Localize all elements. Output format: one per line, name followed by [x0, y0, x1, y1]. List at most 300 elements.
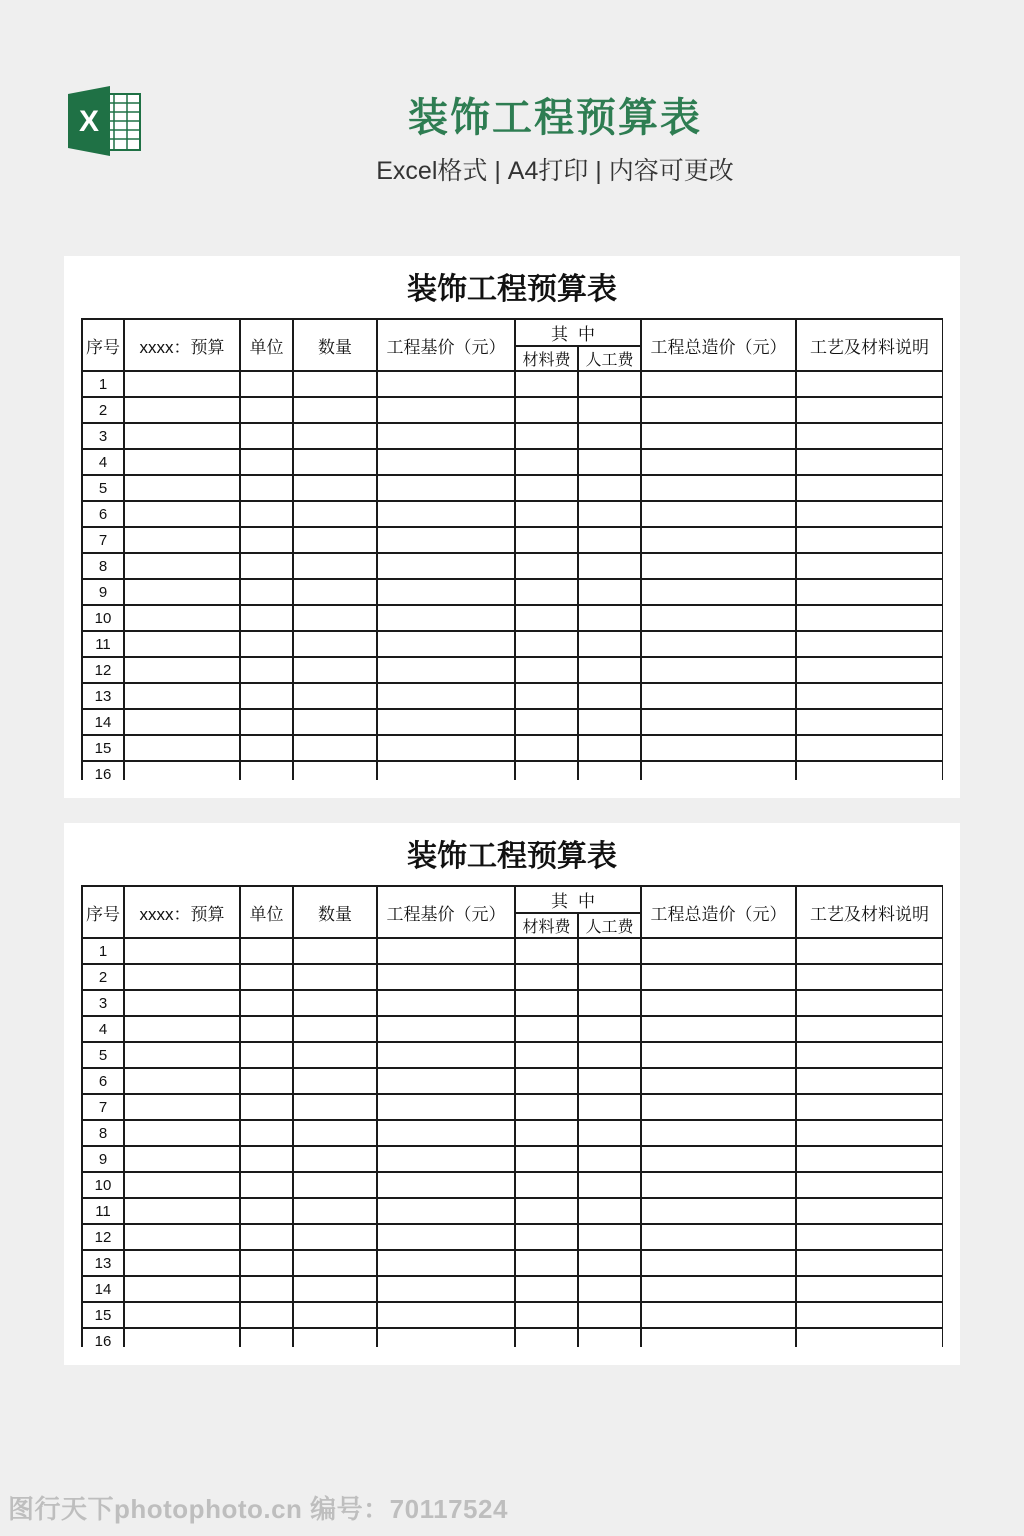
cell-total-price[interactable]: [641, 1302, 796, 1328]
cell-quantity[interactable]: [293, 631, 377, 657]
cell-base-price[interactable]: [377, 527, 515, 553]
cell-material-fee[interactable]: [515, 1302, 578, 1328]
cell-material-fee[interactable]: [515, 553, 578, 579]
cell-total-price[interactable]: [641, 1224, 796, 1250]
cell-quantity[interactable]: [293, 1120, 377, 1146]
cell-unit[interactable]: [240, 1146, 293, 1172]
cell-material-fee[interactable]: [515, 990, 578, 1016]
cell-labor-fee[interactable]: [578, 1276, 641, 1302]
cell-labor-fee[interactable]: [578, 397, 641, 423]
cell-material-fee[interactable]: [515, 735, 578, 761]
cell-total-price[interactable]: [641, 605, 796, 631]
cell-unit[interactable]: [240, 449, 293, 475]
cell-total-price[interactable]: [641, 735, 796, 761]
table-row: [82, 371, 943, 397]
cell-item[interactable]: [124, 1146, 240, 1172]
cell-labor-fee[interactable]: [578, 423, 641, 449]
cell-description[interactable]: [796, 371, 943, 397]
table-row: [82, 735, 943, 761]
cell-labor-fee[interactable]: [578, 1328, 641, 1347]
cell-base-price[interactable]: [377, 1016, 515, 1042]
cell-quantity[interactable]: [293, 938, 377, 964]
cell-labor-fee[interactable]: [578, 1198, 641, 1224]
table-row: [82, 527, 943, 553]
cell-total-price[interactable]: [641, 1172, 796, 1198]
cell-unit[interactable]: [240, 683, 293, 709]
cell-description[interactable]: [796, 1198, 943, 1224]
cell-base-price[interactable]: [377, 964, 515, 990]
cell-quantity[interactable]: [293, 709, 377, 735]
cell-seq: 8: [82, 1120, 124, 1146]
cell-seq: 5: [82, 475, 124, 501]
cell-total-price[interactable]: [641, 527, 796, 553]
cell-total-price[interactable]: [641, 1276, 796, 1302]
cell-quantity[interactable]: [293, 657, 377, 683]
cell-material-fee[interactable]: [515, 761, 578, 780]
cell-seq: 11: [82, 1198, 124, 1224]
cell-labor-fee[interactable]: [578, 964, 641, 990]
cell-item[interactable]: [124, 1094, 240, 1120]
cell-seq: 16: [82, 761, 124, 780]
cell-labor-fee[interactable]: [578, 579, 641, 605]
cell-labor-fee[interactable]: [578, 1172, 641, 1198]
cell-item[interactable]: [124, 631, 240, 657]
cell-quantity[interactable]: [293, 449, 377, 475]
cell-quantity[interactable]: [293, 1042, 377, 1068]
cell-description[interactable]: [796, 605, 943, 631]
cell-item[interactable]: [124, 938, 240, 964]
cell-material-fee[interactable]: [515, 683, 578, 709]
cell-description[interactable]: [796, 1276, 943, 1302]
table-row: [82, 1198, 943, 1224]
cell-total-price[interactable]: [641, 761, 796, 780]
cell-description[interactable]: [796, 475, 943, 501]
cell-seq: 7: [82, 1094, 124, 1120]
cell-unit[interactable]: [240, 1016, 293, 1042]
cell-base-price[interactable]: [377, 683, 515, 709]
cell-material-fee[interactable]: [515, 1250, 578, 1276]
cell-total-price[interactable]: [641, 1146, 796, 1172]
cell-base-price[interactable]: [377, 735, 515, 761]
cell-description[interactable]: [796, 1224, 943, 1250]
table-row: [82, 553, 943, 579]
cell-item[interactable]: [124, 735, 240, 761]
cell-unit[interactable]: [240, 761, 293, 780]
cell-unit[interactable]: [240, 938, 293, 964]
cell-total-price[interactable]: [641, 423, 796, 449]
header-material-fee: 材料费: [515, 913, 578, 938]
cell-description[interactable]: [796, 1172, 943, 1198]
cell-unit[interactable]: [240, 527, 293, 553]
cell-unit[interactable]: [240, 1094, 293, 1120]
cell-base-price[interactable]: [377, 501, 515, 527]
cell-base-price[interactable]: [377, 423, 515, 449]
cell-total-price[interactable]: [641, 1094, 796, 1120]
cell-quantity[interactable]: [293, 397, 377, 423]
cell-quantity[interactable]: [293, 964, 377, 990]
cell-item[interactable]: [124, 1120, 240, 1146]
cell-unit[interactable]: [240, 1172, 293, 1198]
cell-labor-fee[interactable]: [578, 605, 641, 631]
cell-quantity[interactable]: [293, 371, 377, 397]
cell-item[interactable]: [124, 1224, 240, 1250]
cell-description[interactable]: [796, 1146, 943, 1172]
cell-unit[interactable]: [240, 1224, 293, 1250]
cell-material-fee[interactable]: [515, 1172, 578, 1198]
cell-material-fee[interactable]: [515, 1276, 578, 1302]
cell-quantity[interactable]: [293, 735, 377, 761]
cell-base-price[interactable]: [377, 553, 515, 579]
cell-description[interactable]: [796, 423, 943, 449]
cell-labor-fee[interactable]: [578, 1068, 641, 1094]
cell-base-price[interactable]: [377, 1120, 515, 1146]
cell-unit[interactable]: [240, 397, 293, 423]
table-row: [82, 761, 943, 780]
cell-item[interactable]: [124, 1172, 240, 1198]
cell-description[interactable]: [796, 553, 943, 579]
cell-quantity[interactable]: [293, 501, 377, 527]
cell-material-fee[interactable]: [515, 1016, 578, 1042]
cell-description[interactable]: [796, 990, 943, 1016]
header-total-price: 工程总造价（元）: [641, 886, 796, 938]
cell-quantity[interactable]: [293, 683, 377, 709]
cell-base-price[interactable]: [377, 605, 515, 631]
cell-unit[interactable]: [240, 1250, 293, 1276]
cell-seq: 3: [82, 990, 124, 1016]
cell-labor-fee[interactable]: [578, 990, 641, 1016]
cell-description[interactable]: [796, 761, 943, 780]
cell-base-price[interactable]: [377, 631, 515, 657]
cell-base-price[interactable]: [377, 1094, 515, 1120]
cell-material-fee[interactable]: [515, 423, 578, 449]
cell-labor-fee[interactable]: [578, 1302, 641, 1328]
cell-total-price[interactable]: [641, 683, 796, 709]
cell-material-fee[interactable]: [515, 657, 578, 683]
cell-unit[interactable]: [240, 423, 293, 449]
cell-item[interactable]: [124, 990, 240, 1016]
cell-base-price[interactable]: [377, 657, 515, 683]
cell-total-price[interactable]: [641, 1198, 796, 1224]
cell-item[interactable]: [124, 761, 240, 780]
cell-material-fee[interactable]: [515, 397, 578, 423]
table-row: [82, 1328, 943, 1347]
cell-base-price[interactable]: [377, 475, 515, 501]
cell-labor-fee[interactable]: [578, 1094, 641, 1120]
cell-unit[interactable]: [240, 631, 293, 657]
cell-description[interactable]: [796, 1094, 943, 1120]
cell-base-price[interactable]: [377, 1172, 515, 1198]
cell-item[interactable]: [124, 449, 240, 475]
cell-item[interactable]: [124, 1250, 240, 1276]
cell-material-fee[interactable]: [515, 605, 578, 631]
cell-material-fee[interactable]: [515, 501, 578, 527]
cell-material-fee[interactable]: [515, 709, 578, 735]
cell-quantity[interactable]: [293, 1172, 377, 1198]
cell-quantity[interactable]: [293, 1302, 377, 1328]
cell-labor-fee[interactable]: [578, 553, 641, 579]
cell-total-price[interactable]: [641, 1068, 796, 1094]
cell-item[interactable]: [124, 1198, 240, 1224]
cell-unit[interactable]: [240, 605, 293, 631]
cell-base-price[interactable]: [377, 371, 515, 397]
cell-item[interactable]: [124, 1068, 240, 1094]
cell-unit[interactable]: [240, 1328, 293, 1347]
cell-labor-fee[interactable]: [578, 631, 641, 657]
cell-item[interactable]: [124, 657, 240, 683]
cell-item[interactable]: [124, 964, 240, 990]
cell-description[interactable]: [796, 964, 943, 990]
cell-total-price[interactable]: [641, 1250, 796, 1276]
budget-table: [81, 318, 943, 780]
cell-total-price[interactable]: [641, 371, 796, 397]
cell-unit[interactable]: [240, 990, 293, 1016]
cell-base-price[interactable]: [377, 397, 515, 423]
cell-description[interactable]: [796, 735, 943, 761]
cell-quantity[interactable]: [293, 761, 377, 780]
cell-total-price[interactable]: [641, 938, 796, 964]
cell-labor-fee[interactable]: [578, 1042, 641, 1068]
cell-unit[interactable]: [240, 1276, 293, 1302]
cell-description[interactable]: [796, 449, 943, 475]
table-row: [82, 423, 943, 449]
cell-seq: 1: [82, 371, 124, 397]
cell-unit[interactable]: [240, 964, 293, 990]
cell-labor-fee[interactable]: [578, 1250, 641, 1276]
cell-item[interactable]: [124, 1276, 240, 1302]
cell-unit[interactable]: [240, 1198, 293, 1224]
cell-item[interactable]: [124, 1328, 240, 1347]
cell-total-price[interactable]: [641, 397, 796, 423]
cell-unit[interactable]: [240, 1120, 293, 1146]
cell-item[interactable]: [124, 605, 240, 631]
cell-labor-fee[interactable]: [578, 1224, 641, 1250]
cell-material-fee[interactable]: [515, 1068, 578, 1094]
watermark: 图行天下photophoto.cn 编号：70117524: [8, 1494, 508, 1524]
cell-description[interactable]: [796, 1302, 943, 1328]
cell-labor-fee[interactable]: [578, 735, 641, 761]
cell-quantity[interactable]: [293, 475, 377, 501]
table-row: [82, 990, 943, 1016]
table-row: [82, 1042, 943, 1068]
cell-description[interactable]: [796, 1016, 943, 1042]
cell-item[interactable]: [124, 709, 240, 735]
cell-base-price[interactable]: [377, 1328, 515, 1347]
table-row: [82, 964, 943, 990]
cell-quantity[interactable]: [293, 1068, 377, 1094]
cell-labor-fee[interactable]: [578, 475, 641, 501]
cell-total-price[interactable]: [641, 631, 796, 657]
cell-description[interactable]: [796, 1068, 943, 1094]
cell-description[interactable]: [796, 1250, 943, 1276]
cell-quantity[interactable]: [293, 579, 377, 605]
table-row: [82, 1302, 943, 1328]
excel-logo-icon: [66, 86, 142, 156]
cell-seq: 10: [82, 1172, 124, 1198]
cell-unit[interactable]: [240, 735, 293, 761]
cell-material-fee[interactable]: [515, 371, 578, 397]
cell-total-price[interactable]: [641, 1042, 796, 1068]
cell-quantity[interactable]: [293, 1224, 377, 1250]
cell-base-price[interactable]: [377, 1068, 515, 1094]
cell-description[interactable]: [796, 1042, 943, 1068]
cell-quantity[interactable]: [293, 553, 377, 579]
cell-description[interactable]: [796, 657, 943, 683]
table-row: [82, 631, 943, 657]
cell-total-price[interactable]: [641, 1328, 796, 1347]
cell-unit[interactable]: [240, 579, 293, 605]
budget-sheet-2: [64, 823, 960, 1365]
cell-labor-fee[interactable]: [578, 1120, 641, 1146]
cell-base-price[interactable]: [377, 449, 515, 475]
budget-table: [81, 885, 943, 1347]
cell-labor-fee[interactable]: [578, 657, 641, 683]
cell-quantity[interactable]: [293, 605, 377, 631]
table-row: [82, 605, 943, 631]
cell-seq: 9: [82, 1146, 124, 1172]
cell-description[interactable]: [796, 527, 943, 553]
cell-labor-fee[interactable]: [578, 709, 641, 735]
header-quantity: 数量: [293, 319, 377, 371]
cell-base-price[interactable]: [377, 1250, 515, 1276]
cell-item[interactable]: [124, 1302, 240, 1328]
cell-base-price[interactable]: [377, 1146, 515, 1172]
cell-labor-fee[interactable]: [578, 1016, 641, 1042]
header-seq: 序号: [82, 319, 124, 371]
cell-seq: 16: [82, 1328, 124, 1347]
cell-total-price[interactable]: [641, 964, 796, 990]
cell-item[interactable]: [124, 501, 240, 527]
cell-base-price[interactable]: [377, 709, 515, 735]
cell-total-price[interactable]: [641, 709, 796, 735]
cell-unit[interactable]: [240, 475, 293, 501]
cell-description[interactable]: [796, 683, 943, 709]
cell-seq: 4: [82, 1016, 124, 1042]
cell-quantity[interactable]: [293, 1276, 377, 1302]
cell-total-price[interactable]: [641, 657, 796, 683]
cell-labor-fee[interactable]: [578, 683, 641, 709]
cell-description[interactable]: [796, 709, 943, 735]
cell-unit[interactable]: [240, 709, 293, 735]
cell-quantity[interactable]: [293, 1250, 377, 1276]
cell-total-price[interactable]: [641, 553, 796, 579]
cell-total-price[interactable]: [641, 1016, 796, 1042]
cell-base-price[interactable]: [377, 1224, 515, 1250]
cell-material-fee[interactable]: [515, 475, 578, 501]
cell-base-price[interactable]: [377, 579, 515, 605]
cell-base-price[interactable]: [377, 938, 515, 964]
cell-material-fee[interactable]: [515, 1094, 578, 1120]
cell-item[interactable]: [124, 1042, 240, 1068]
cell-item[interactable]: [124, 527, 240, 553]
cell-item[interactable]: [124, 397, 240, 423]
cell-material-fee[interactable]: [515, 449, 578, 475]
cell-material-fee[interactable]: [515, 938, 578, 964]
cell-item[interactable]: [124, 683, 240, 709]
cell-total-price[interactable]: [641, 579, 796, 605]
cell-description[interactable]: [796, 1120, 943, 1146]
cell-description[interactable]: [796, 501, 943, 527]
cell-quantity[interactable]: [293, 423, 377, 449]
cell-item[interactable]: [124, 423, 240, 449]
table-row: [82, 683, 943, 709]
cell-unit[interactable]: [240, 657, 293, 683]
cell-item[interactable]: [124, 371, 240, 397]
header-labor-fee: 人工费: [578, 346, 641, 371]
cell-material-fee[interactable]: [515, 964, 578, 990]
cell-total-price[interactable]: [641, 475, 796, 501]
cell-quantity[interactable]: [293, 527, 377, 553]
cell-item[interactable]: [124, 579, 240, 605]
cell-seq: 15: [82, 1302, 124, 1328]
cell-description[interactable]: [796, 397, 943, 423]
cell-labor-fee[interactable]: [578, 938, 641, 964]
cell-total-price[interactable]: [641, 501, 796, 527]
cell-labor-fee[interactable]: [578, 449, 641, 475]
cell-material-fee[interactable]: [515, 631, 578, 657]
cell-labor-fee[interactable]: [578, 761, 641, 780]
cell-unit[interactable]: [240, 1042, 293, 1068]
cell-base-price[interactable]: [377, 1276, 515, 1302]
cell-description[interactable]: [796, 938, 943, 964]
cell-unit[interactable]: [240, 501, 293, 527]
cell-labor-fee[interactable]: [578, 501, 641, 527]
cell-material-fee[interactable]: [515, 579, 578, 605]
cell-quantity[interactable]: [293, 1198, 377, 1224]
table-row: [82, 579, 943, 605]
cell-quantity[interactable]: [293, 1016, 377, 1042]
sheet-title: 装饰工程预算表: [407, 273, 617, 306]
cell-labor-fee[interactable]: [578, 1146, 641, 1172]
cell-quantity[interactable]: [293, 1094, 377, 1120]
cell-description[interactable]: [796, 631, 943, 657]
cell-base-price[interactable]: [377, 990, 515, 1016]
cell-description[interactable]: [796, 1328, 943, 1347]
cell-total-price[interactable]: [641, 1120, 796, 1146]
cell-unit[interactable]: [240, 1302, 293, 1328]
cell-item[interactable]: [124, 553, 240, 579]
cell-material-fee[interactable]: [515, 1198, 578, 1224]
cell-unit[interactable]: [240, 1068, 293, 1094]
cell-description[interactable]: [796, 579, 943, 605]
cell-total-price[interactable]: [641, 990, 796, 1016]
header-base-price: 工程基价（元）: [377, 319, 515, 371]
cell-item[interactable]: [124, 475, 240, 501]
cell-base-price[interactable]: [377, 761, 515, 780]
cell-seq: 12: [82, 1224, 124, 1250]
cell-item[interactable]: [124, 1016, 240, 1042]
cell-quantity[interactable]: [293, 1146, 377, 1172]
cell-base-price[interactable]: [377, 1302, 515, 1328]
cell-unit[interactable]: [240, 553, 293, 579]
cell-seq: 5: [82, 1042, 124, 1068]
cell-unit[interactable]: [240, 371, 293, 397]
cell-seq: 6: [82, 501, 124, 527]
cell-seq: 6: [82, 1068, 124, 1094]
cell-labor-fee[interactable]: [578, 527, 641, 553]
cell-material-fee[interactable]: [515, 1120, 578, 1146]
cell-material-fee[interactable]: [515, 527, 578, 553]
cell-material-fee[interactable]: [515, 1224, 578, 1250]
cell-total-price[interactable]: [641, 449, 796, 475]
cell-material-fee[interactable]: [515, 1146, 578, 1172]
cell-labor-fee[interactable]: [578, 371, 641, 397]
cell-base-price[interactable]: [377, 1198, 515, 1224]
cell-material-fee[interactable]: [515, 1328, 578, 1347]
cell-quantity[interactable]: [293, 1328, 377, 1347]
cell-material-fee[interactable]: [515, 1042, 578, 1068]
cell-quantity[interactable]: [293, 990, 377, 1016]
cell-base-price[interactable]: [377, 1042, 515, 1068]
